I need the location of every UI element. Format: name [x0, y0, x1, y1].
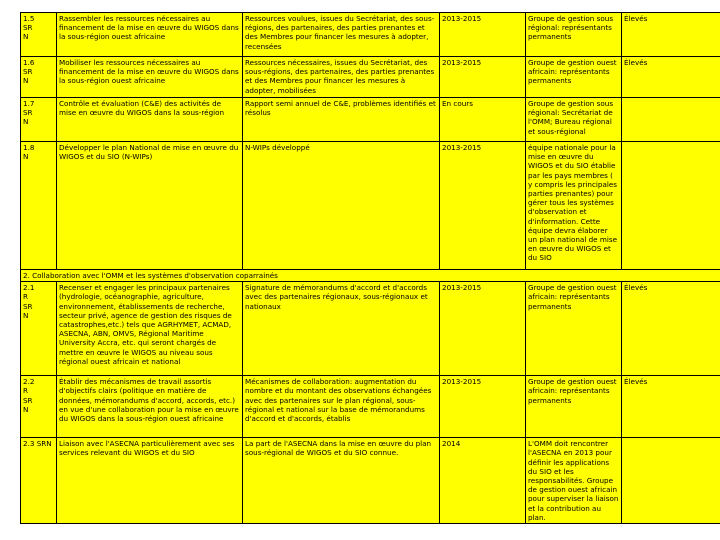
action-cell: Rassembler les ressources nécessaires au financement de la mise en œuvre du WIGOS dans la sous-région ouest africaine: [57, 13, 243, 57]
priority-cell: [622, 438, 720, 524]
period-cell: 2013-2015: [440, 142, 526, 270]
responsible-cell: Groupe de gestion ouest africain: représentants permanents: [526, 282, 622, 376]
period-cell: 2013-2015: [440, 13, 526, 57]
row-id-cell: 1.6 SR N: [21, 57, 57, 98]
period-cell: 2014: [440, 438, 526, 524]
responsible-cell: Groupe de gestion sous régional: représentants permanents: [526, 13, 622, 57]
indicator-cell: Ressources voulues, issues du Secrétariat, des sous-régions, des partenaires, des parties prenantes et des Membres pour financer les mesures à adopter, recensées: [243, 13, 440, 57]
action-cell: Établir des mécanismes de travail assortis d'objectifs clairs (politique en matière de données, mémorandums d'accord, accords, etc.) en vue d'une collaboration pour la mise en œuvre du WIGOS dans la sous-région ouest africaine: [57, 376, 243, 438]
table-row: [21, 438, 720, 524]
indicator-cell: N-WIPs développé: [243, 142, 440, 270]
period-cell: 2013-2015: [440, 57, 526, 98]
indicator-cell: Rapport semi annuel de C&E, problèmes identifiés et résolus: [243, 98, 440, 142]
responsible-cell: Groupe de gestion sous régional: Secrétariat de l'OMM; Bureau régional et sous-régional: [526, 98, 622, 142]
indicator-cell: Mécanismes de collaboration: augmentation du nombre et du montant des observations échangées avec des partenaires sur le plan régional, sous-régional et national sur la base de mémorandums d'accord et d'accords, établis: [243, 376, 440, 438]
indicator-cell: La part de l'ASECNA dans la mise en œuvre du plan sous-régional de WIGOS et du SIO connue.: [243, 438, 440, 524]
indicator-cell: Signature de mémorandums d'accord et d'accords avec des partenaires régionaux, sous-régionaux et nationaux: [243, 282, 440, 376]
action-cell: Contrôle et évaluation (C&E) des activités de mise en œuvre du WIGOS dans la sous-région: [57, 98, 243, 142]
section-heading: 2. Collaboration avec l'OMM et les systèmes d'observation coparrainés: [21, 270, 720, 282]
priority-cell: Élevés: [622, 13, 720, 57]
responsible-cell: L'OMM doit rencontrer l'ASECNA en 2013 pour définir les applications du SIO et les responsabilités. Groupe de gestion ouest africain pour superviser la liaison et la contribution au plan.: [526, 438, 622, 524]
row-id-cell: 2.3 SRN: [21, 438, 57, 524]
action-cell: Liaison avec l'ASECNA particulièrement avec ses services relevant du WIGOS et du SIO: [57, 438, 243, 524]
table-row: [21, 57, 720, 98]
row-id-cell: 1.7 SR N: [21, 98, 57, 142]
indicator-cell: Ressources nécessaires, issues du Secrétariat, des sous-régions, des partenaires, des parties prenantes et des Membres pour financer les mesures à adopter, mobilisées: [243, 57, 440, 98]
priority-cell: [622, 98, 720, 142]
period-cell: 2013-2015: [440, 282, 526, 376]
period-cell: 2013-2015: [440, 376, 526, 438]
table-row: [21, 13, 720, 57]
responsible-cell: équipe nationale pour la mise en œuvre du WIGOS et du SIO établie par les pays membres ( y compris les principales parties prenantes) pour gérer tous les systèmes d'observation et d'information. Cette équipe devra élaborer un plan national de mise en œuvre du WIGOS et du SIO: [526, 142, 622, 270]
responsible-cell: Groupe de gestion ouest africain: représentants permanents: [526, 376, 622, 438]
priority-cell: [622, 142, 720, 270]
table-row: [21, 282, 720, 376]
action-plan-table: [20, 12, 720, 524]
period-cell: En cours: [440, 98, 526, 142]
priority-cell: Élevés: [622, 57, 720, 98]
priority-cell: Élevés: [622, 376, 720, 438]
row-id-cell: 2.1 R SR N: [21, 282, 57, 376]
row-id-cell: 1.5 SR N: [21, 13, 57, 57]
table-row: [21, 98, 720, 142]
action-cell: Mobiliser les ressources nécessaires au financement de la mise en œuvre du WIGOS dans la sous-région ouest africaine: [57, 57, 243, 98]
table-row: [21, 142, 720, 270]
section-heading-row: [21, 270, 720, 282]
action-cell: Recenser et engager les principaux partenaires (hydrologie, océanographie, agriculture, environnement, établissements de recherche, secteur privé, agence de gestion des risques de catastrophes,etc.) tels que AGRHYMET, ACMAD, ASECNA, ABN, OMVS, Régional Maritime University Accra, etc. qui seront chargés de mettre en œuvre le WIGOS au niveau sous régional ouest africain et national: [57, 282, 243, 376]
table-row: [21, 376, 720, 438]
row-id-cell: 2.2 R SR N: [21, 376, 57, 438]
responsible-cell: Groupe de gestion ouest africain: représentants permanents: [526, 57, 622, 98]
row-id-cell: 1.8 N: [21, 142, 57, 270]
document-table-container: [20, 12, 720, 524]
action-cell: Développer le plan National de mise en œuvre du WIGOS et du SIO (N-WIPs): [57, 142, 243, 270]
priority-cell: Élevés: [622, 282, 720, 376]
